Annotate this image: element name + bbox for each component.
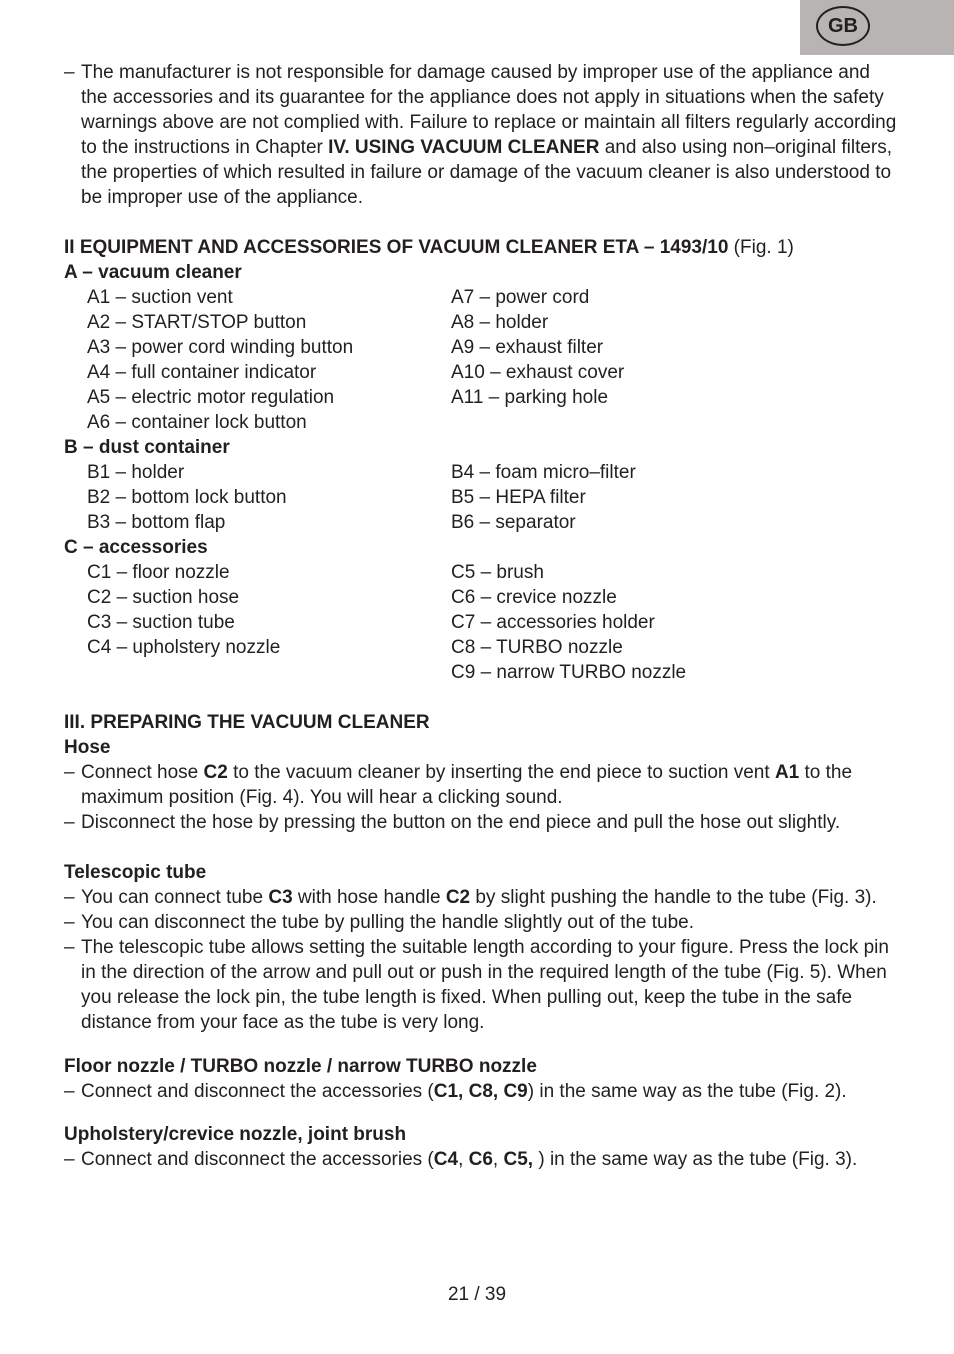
- upholstery-heading: Upholstery/crevice nozzle, joint brush: [64, 1124, 407, 1145]
- tube-item-3: – The telescopic tube allows setting the suitable length according to your figure. Press the lock pin in the direction of the arrow and pull out or push in the required length of the tube (Fig. 5). When you release the lock pin, the tube length is fixed. When pulling out, keep the tube in the safe distance from your face as the tube is very long.: [64, 937, 889, 1033]
- list-item: A1 – suction vent: [87, 287, 233, 308]
- list-item: A9 – exhaust filter: [451, 337, 604, 358]
- list-item: A3 – power cord winding button: [87, 337, 354, 358]
- list-item: C6 – crevice nozzle: [451, 587, 617, 608]
- list-item: C7 – accessories holder: [451, 612, 655, 633]
- list-item: C8 – TURBO nozzle: [451, 637, 623, 658]
- intro-text-1: The manufacturer is not responsible for damage caused by improper use of the appliance and the accessories and its guarantee for the appliance does not apply in situations when the safety warnings above are not complied with. Failure to replace or maintain all filters regularly according to the instructions in Chapter: [81, 62, 897, 158]
- bullet-dash: –: [64, 912, 75, 933]
- bullet-dash: –: [64, 762, 75, 783]
- group-a-list: [64, 285, 894, 435]
- list-item: C5 – brush: [451, 562, 544, 583]
- tube-item-1: – You can connect tube C3 with hose handle C2 by slight pushing the handle to the tube (Fig. 3).: [64, 887, 877, 908]
- group-c-heading: C – accessories: [64, 537, 208, 558]
- bullet-dash: –: [64, 812, 75, 833]
- list-item: A7 – power cord: [451, 287, 590, 308]
- page-number: 21 / 39: [447, 1284, 507, 1305]
- list-item: B2 – bottom lock button: [87, 487, 287, 508]
- group-b-list: [64, 460, 894, 535]
- bullet-dash: –: [64, 937, 75, 958]
- floor-nozzle-heading: Floor nozzle / TURBO nozzle / narrow TURBO nozzle: [64, 1056, 537, 1077]
- language-tab: [800, 0, 954, 55]
- list-item: C3 – suction tube: [87, 612, 235, 633]
- list-item: A6 – container lock button: [87, 412, 307, 433]
- list-item: B6 – separator: [451, 512, 576, 533]
- list-item: C9 – narrow TURBO nozzle: [451, 662, 687, 683]
- bullet-dash: –: [64, 62, 75, 83]
- bullet-dash: –: [64, 887, 75, 908]
- intro-chapter-ref: IV. USING VACUUM CLEANER: [328, 137, 600, 158]
- bullet-dash: –: [64, 1149, 75, 1170]
- section-3-title: III. PREPARING THE VACUUM CLEANER: [64, 712, 430, 733]
- hose-heading: Hose: [64, 737, 111, 758]
- list-item: [87, 660, 451, 685]
- list-item: [451, 410, 891, 435]
- group-a-heading: A – vacuum cleaner: [64, 262, 242, 283]
- bullet-dash: –: [64, 1081, 75, 1102]
- floor-nozzle-item-1: – Connect and disconnect the accessories (C1, C8, C9) in the same way as the tube (Fig. 2).: [64, 1081, 847, 1102]
- list-item: A5 – electric motor regulation: [87, 387, 335, 408]
- intro-text-2: and also using non–original filters, the properties of which resulted in failure or damage of the vacuum cleaner is also understood to be improper use of the appliance.: [81, 137, 893, 208]
- list-item: A4 – full container indicator: [87, 362, 317, 383]
- list-item: A10 – exhaust cover: [451, 362, 625, 383]
- list-item: C2 – suction hose: [87, 587, 240, 608]
- list-item: A8 – holder: [451, 312, 549, 333]
- list-item: B3 – bottom flap: [87, 512, 226, 533]
- upholstery-item-1: – Connect and disconnect the accessories (C4, C6, C5, ) in the same way as the tube (Fig. 3).: [64, 1149, 858, 1170]
- hose-item-2: – Disconnect the hose by pressing the button on the end piece and pull the hose out slightly.: [64, 812, 841, 833]
- tube-item-2: – You can disconnect the tube by pulling the handle slightly out of the tube.: [64, 912, 695, 933]
- tube-heading: Telescopic tube: [64, 862, 207, 883]
- list-item: C4 – upholstery nozzle: [87, 637, 281, 658]
- list-item: B5 – HEPA filter: [451, 487, 586, 508]
- list-item: B4 – foam micro–filter: [451, 462, 636, 483]
- language-badge: GB: [816, 6, 870, 46]
- list-item: C1 – floor nozzle: [87, 562, 230, 583]
- group-b-heading: B – dust container: [64, 437, 230, 458]
- hose-item-1: – Connect hose C2 to the vacuum cleaner by inserting the end piece to suction vent A1 to the maximum position (Fig. 4). You will hear a clicking sound.: [64, 762, 853, 808]
- list-item: B1 – holder: [87, 462, 185, 483]
- page-content: [64, 60, 897, 1172]
- list-item: A2 – START/STOP button: [87, 312, 307, 333]
- group-c-list: [64, 560, 894, 685]
- intro-paragraph: [64, 60, 901, 210]
- section-2-title: II EQUIPMENT AND ACCESSORIES OF VACUUM CLEANER ETA – 1493/10 (Fig. 1): [64, 237, 794, 258]
- list-item: A11 – parking hole: [451, 387, 609, 408]
